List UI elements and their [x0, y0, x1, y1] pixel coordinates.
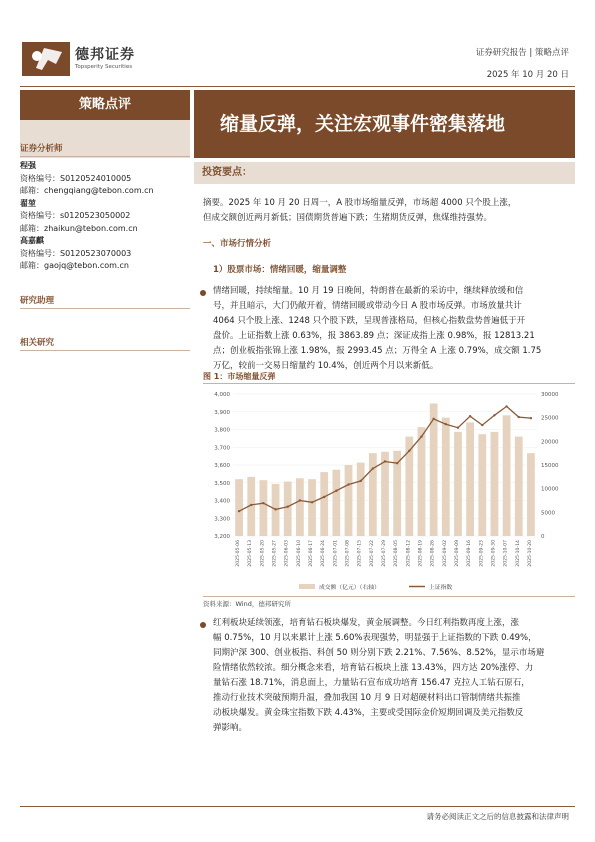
- text-line: 幅 0.75%，10 月以来累计上涨 5.60%表现强势，明显强于上证指数的下跌 0.49%，: [213, 633, 537, 643]
- left-axis-tick-label: 3,300: [214, 516, 230, 523]
- index-point: [384, 460, 386, 462]
- left-axis-tick-label: 3,500: [214, 480, 230, 487]
- figure-source: 资料来源：Wind，德邦研究所: [203, 600, 291, 608]
- left-axis-tick-label: 3,700: [214, 445, 230, 452]
- analyst-cert: 资格编号：s0120523050002: [20, 211, 131, 220]
- x-axis-tick-label: 2025-08-19: [418, 540, 424, 567]
- text-line: 情绪回暖，持续缩量。10 月 19 日晚间，特朗普在最新的采访中，继续释放缓和信: [213, 286, 524, 296]
- legend-label-turnover: 成交额（亿元）（右轴）: [319, 585, 380, 591]
- related-section-title: 相关研究: [20, 338, 55, 348]
- index-point: [408, 450, 410, 452]
- index-point: [493, 414, 495, 416]
- subsection-heading: 1）股票市场：情绪回暖，缩量调整: [213, 265, 347, 275]
- logo-company-name: 德邦证券: [75, 47, 135, 63]
- index-point: [287, 506, 289, 508]
- sidebar-divider: [20, 308, 190, 309]
- figure-rule: [203, 596, 575, 597]
- left-axis-tick-label: 4,000: [214, 392, 230, 398]
- text-line: 摘要。2025 年 10 月 20 日周一，A 股市场缩量反弹，市场超 4000 只个股上涨，: [203, 198, 517, 208]
- analyst-email[interactable]: 邮箱：chengqiang@tebon.com.cn: [20, 186, 154, 195]
- x-axis-tick-label: 2025-08-12: [406, 540, 412, 567]
- x-axis-tick-label: 2025-06-03: [284, 540, 290, 567]
- left-axis-tick-label: 3,800: [214, 427, 230, 434]
- text-line: 点；创业板指张锦上涨 1.98%，报 2993.45 点；万得全 A 上涨 0.79%，成交额 1.75: [213, 346, 542, 356]
- x-axis-tick-label: 2025-09-23: [479, 540, 485, 567]
- text-line: 4064 只个股上涨、1248 只个股下跌，呈现普涨格局，但核心指数盘势普遍低于开: [213, 316, 526, 326]
- index-point: [311, 501, 313, 503]
- turnover-bar: [442, 418, 450, 536]
- logo-company-name-en: Topsperity Securities: [75, 64, 133, 70]
- company-logo-icon: [22, 42, 70, 76]
- turnover-bar: [381, 452, 389, 536]
- figure-title: 图 1：市场缩量反弹: [203, 372, 276, 381]
- legend-label-index: 上证指数: [429, 585, 453, 591]
- analyst-section-title: 证券分析师: [20, 144, 63, 154]
- left-axis-tick-label: 3,600: [214, 463, 230, 469]
- right-axis-tick-label: 5000: [541, 510, 555, 517]
- turnover-bar: [332, 470, 340, 536]
- market-paragraph: [213, 284, 573, 374]
- text-line: 红利板块延续领涨，培育钻石板块爆发，黄金展调整。今日红利指数再度上涨，涨: [213, 618, 520, 628]
- left-axis-tick-label: 3,400: [214, 498, 230, 505]
- text-line: 险情绪依然较浓。细分概念来看，培育钻石板块上涨 13.43%，四方达 20%涨停、力: [213, 663, 534, 673]
- turnover-bar: [515, 437, 523, 536]
- analyst-cert: 资格编号：S0120523070003: [20, 248, 132, 258]
- footer-disclaimer[interactable]: 请务必阅读正文之后的信息披露和法律声明: [426, 812, 569, 821]
- report-category: 策略点评: [20, 90, 190, 120]
- x-axis-tick-label: 2025-10-07: [503, 540, 509, 567]
- analyst-email[interactable]: 邮箱：zhaikun@tebon.com.cn: [20, 223, 138, 233]
- footer-rule: [20, 806, 575, 807]
- turnover-bar: [284, 482, 292, 536]
- turnover-bar: [235, 479, 243, 536]
- text-line: 动板块爆发。黄金珠宝指数下跌 4.43%，主要或受国际金价短期回调及美元指数反: [213, 708, 524, 718]
- left-axis-tick-label: 3,200: [214, 534, 230, 540]
- x-axis-tick-label: 2025-06-17: [309, 540, 315, 567]
- right-axis-tick-label: 0: [541, 534, 545, 540]
- x-axis-tick-label: 2025-08-26: [430, 540, 436, 567]
- analyst-name: 翟堃: [20, 198, 36, 208]
- turnover-bar: [503, 415, 511, 536]
- index-point: [238, 510, 240, 512]
- index-point: [372, 467, 374, 469]
- index-point: [274, 508, 276, 510]
- text-line: 弹影响。: [213, 723, 248, 733]
- text-line: 万亿，较前一交易日缩量约 10.4%，创近两个月以来新低。: [213, 361, 439, 371]
- index-point: [420, 435, 422, 437]
- report-date: 2025 年 10 月 20 日: [486, 70, 569, 80]
- analyst-block: [20, 160, 190, 273]
- analyst-name: 程强: [20, 161, 36, 170]
- index-point: [457, 427, 459, 429]
- text-line: 推动行业技术突破预期升温，叠加我国 10 月 9 日对超硬材料出口管制情绪共振推: [213, 693, 521, 703]
- x-axis-tick-label: 2025-05-06: [236, 540, 242, 567]
- index-point: [262, 502, 264, 504]
- x-axis-tick-label: 2025-08-05: [394, 540, 400, 567]
- right-axis-tick-label: 10000: [541, 486, 559, 493]
- bullet-icon: [200, 290, 206, 296]
- market-chart: [203, 386, 575, 596]
- x-axis-tick-label: 2025-09-09: [454, 540, 460, 567]
- bullet-icon: [200, 622, 206, 628]
- x-axis-tick-label: 2025-07-15: [357, 540, 363, 567]
- x-axis-tick-label: 2025-07-01: [333, 540, 339, 567]
- sidebar-divider: [20, 156, 190, 157]
- index-point: [518, 416, 520, 418]
- x-axis-tick-label: 2025-07-08: [345, 540, 351, 567]
- x-axis-tick-label: 2025-10-20: [527, 540, 533, 567]
- x-axis-tick-label: 2025-06-24: [321, 540, 327, 567]
- analyst-cert: 资格编号：S0120524010005: [20, 173, 132, 183]
- index-point: [359, 480, 361, 482]
- index-point: [432, 418, 434, 420]
- turnover-bar: [308, 479, 316, 536]
- index-point: [481, 424, 483, 426]
- right-axis-tick-label: 25000: [541, 415, 559, 422]
- x-axis-tick-label: 2025-09-02: [442, 540, 448, 567]
- abstract-paragraph: [203, 196, 573, 226]
- x-axis-tick-label: 2025-09-16: [467, 540, 473, 567]
- index-point: [250, 504, 252, 506]
- x-axis-tick-label: 2025-07-29: [382, 540, 387, 567]
- text-line: 同期沪深 300、创业板指、科创 50 则分别下跌 2.21%、7.56%、8.52%，显示市场避: [213, 648, 545, 658]
- x-axis-tick-label: 2025-09-30: [491, 540, 497, 567]
- turnover-bar: [260, 480, 268, 536]
- x-axis-tick-label: 2025-10-14: [515, 540, 521, 567]
- text-line: 但成交额创近两月新低；国债期货普遍下跌；生猪期货反弹，焦煤维持强势。: [203, 213, 493, 223]
- index-point: [347, 483, 349, 485]
- index-point: [469, 415, 471, 417]
- turnover-bar: [296, 478, 304, 536]
- turnover-bar: [369, 453, 377, 536]
- x-axis-tick-label: 2025-05-13: [248, 540, 254, 567]
- right-axis-tick-label: 20000: [541, 439, 559, 446]
- turnover-bar: [491, 432, 499, 536]
- sidebar-divider: [20, 350, 190, 351]
- figure-rule: [203, 383, 575, 384]
- turnover-bar: [454, 432, 462, 536]
- assistant-section-title: 研究助理: [20, 296, 55, 306]
- turnover-bar: [357, 463, 365, 536]
- report-type: 证券研究报告 | 策略点评: [475, 48, 569, 58]
- x-axis-tick-label: 2025-05-20: [260, 540, 266, 567]
- investment-highlights-head: 投资要点：: [194, 162, 575, 184]
- text-line: 号，并且暗示，大门仍敞开着，情绪回暖或带动今日 A 股市场反弹。市场放量共计: [213, 301, 522, 311]
- index-point: [445, 423, 447, 425]
- turnover-bar: [418, 427, 426, 536]
- turnover-bar: [320, 472, 328, 536]
- left-axis-tick-label: 3,900: [214, 409, 230, 416]
- report-title: 缩量反弹，关注宏观事件密集落地: [194, 90, 575, 158]
- turnover-bar: [527, 453, 535, 536]
- index-point: [396, 462, 398, 464]
- right-axis-tick-label: 30000: [541, 392, 559, 398]
- sector-paragraph: [213, 616, 573, 736]
- index-point: [299, 499, 301, 501]
- section-heading: 一、市场行情分析: [203, 239, 272, 249]
- index-point: [530, 417, 532, 419]
- right-axis-tick-label: 15000: [541, 463, 559, 469]
- text-line: 量钻石涨 18.71%，消息面上，力量钻石宣布成功培育 156.47 克拉人工钻石原石，: [213, 678, 530, 688]
- x-axis-tick-label: 2025-05-27: [272, 540, 278, 567]
- index-point: [323, 496, 325, 498]
- analyst-name: 高嘉麒: [20, 236, 44, 245]
- x-axis-tick-label: 2025-06-10: [296, 540, 302, 567]
- index-point: [505, 405, 507, 407]
- legend-swatch-turnover: [299, 584, 315, 589]
- index-point: [335, 490, 337, 492]
- turnover-bar: [345, 465, 353, 536]
- turnover-bar: [478, 434, 486, 536]
- analyst-email[interactable]: 邮箱：gaojq@tebon.com.cn: [20, 261, 129, 270]
- turnover-bar: [466, 422, 474, 536]
- header-rule: [20, 86, 575, 87]
- text-line: 盘价。上证指数上涨 0.63%，报 3863.89 点；深证成指上涨 0.98%，报 12813.21: [213, 331, 535, 341]
- x-axis-tick-label: 2025-07-22: [369, 540, 375, 567]
